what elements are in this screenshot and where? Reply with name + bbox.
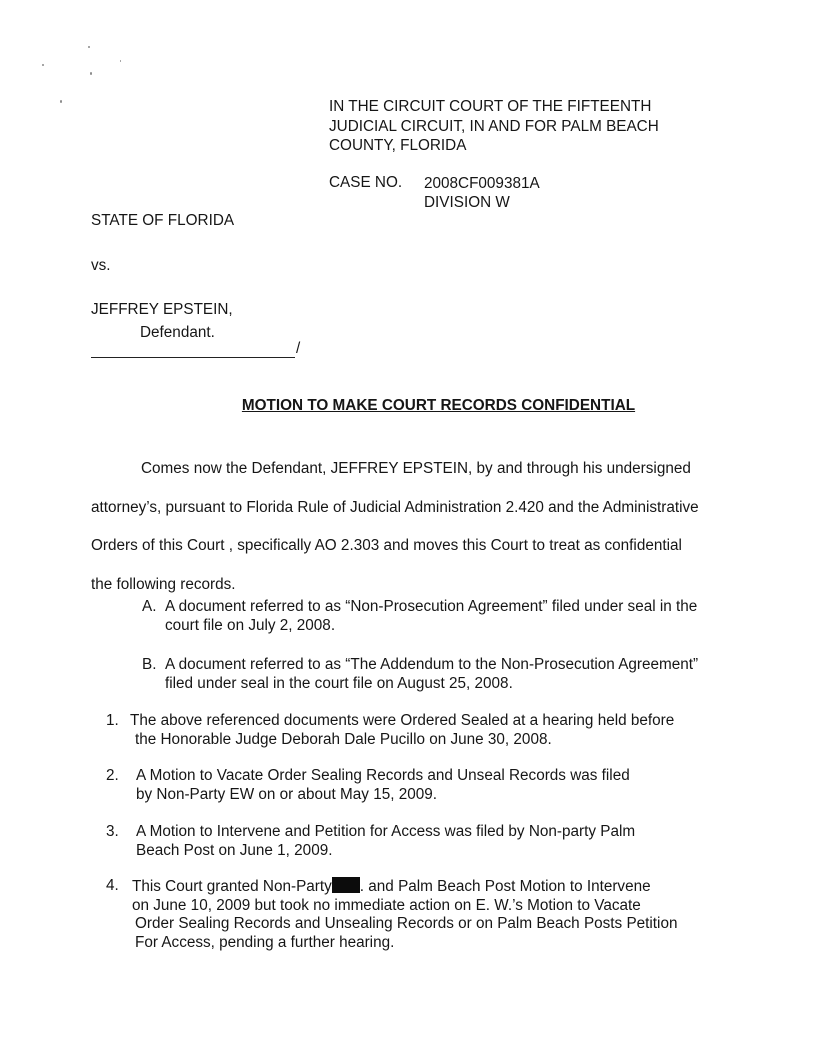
court-heading [329,97,659,156]
list-item-line: on June 10, 2009 but took no immediate action on E. W.’s Motion to Vacate [132,896,641,914]
list-item-line: A Motion to Intervene and Petition for Access was filed by Non-party Palm [136,823,636,840]
intro-line: the following records. [91,575,236,593]
intro-line: Comes now the Defendant, JEFFREY EPSTEIN, by and through his undersigned [141,460,691,477]
court-heading-line: COUNTY, FLORIDA [329,137,467,154]
plaintiff: STATE OF FLORIDA [91,212,235,229]
scan-speck [90,72,92,75]
list-marker: B. [142,656,157,673]
list-item-line: A document referred to as “Non-Prosecution Agreement” filed under seal in the [165,598,698,615]
caption-rule [91,357,295,358]
list-item-line: For Access, pending a further hearing. [135,933,395,951]
list-marker: 1. [106,712,119,729]
list-marker: A. [142,598,157,615]
intro-line: attorney’s, pursuant to Florida Rule of Judicial Administration 2.420 and the Administrative [91,498,699,516]
document-title: MOTION TO MAKE COURT RECORDS CONFIDENTIAL [241,397,636,414]
scan-speck [42,64,44,66]
list-item-line: the Honorable Judge Deborah Dale Pucillo on June 30, 2008. [135,730,552,748]
list-item-line [132,877,677,897]
list-item-line: court file on July 2, 2008. [165,616,336,634]
list-item-text: . and Palm Beach Post Motion to Intervene [359,878,651,895]
list-item-line: by Non-Party EW on or about May 15, 2009. [136,785,437,803]
list-item-text: This Court granted Non-Party [132,878,332,895]
scan-speck [60,100,62,103]
intro-paragraph [91,450,721,604]
versus: vs. [91,257,111,274]
defendant-name: JEFFREY EPSTEIN, [91,301,233,318]
list-item-line: A Motion to Vacate Order Sealing Records and Unseal Records was filed [136,767,630,784]
list-marker: 3. [106,823,119,840]
case-number-label: CASE NO. [329,174,403,191]
list-marker: 2. [106,767,119,784]
redaction-box [332,877,360,893]
defendant-label: Defendant. [140,324,215,341]
case-number: 2008CF009381A [424,175,540,192]
case-number-block [424,174,540,212]
intro-line: Orders of this Court , specifically AO 2.303 and moves this Court to treat as confidential [91,537,682,554]
list-item-line: filed under seal in the court file on August 25, 2008. [165,674,513,692]
list-item-line: A document referred to as “The Addendum to the Non-Prosecution Agreement” [165,656,699,673]
list-item-line: Order Sealing Records and Unsealing Records or on Palm Beach Posts Petition [135,915,678,932]
division: DIVISION W [424,194,510,211]
scan-speck [120,60,121,62]
list-marker: 4. [106,877,119,894]
list-item-line: The above referenced documents were Ordered Sealed at a hearing held before [130,712,675,729]
court-heading-line: JUDICIAL CIRCUIT, IN AND FOR PALM BEACH [329,117,659,135]
scan-speck [88,46,90,48]
list-item-line: Beach Post on June 1, 2009. [136,841,333,859]
caption-slash: / [296,340,301,357]
court-heading-line: IN THE CIRCUIT COURT OF THE FIFTEENTH [329,98,652,115]
